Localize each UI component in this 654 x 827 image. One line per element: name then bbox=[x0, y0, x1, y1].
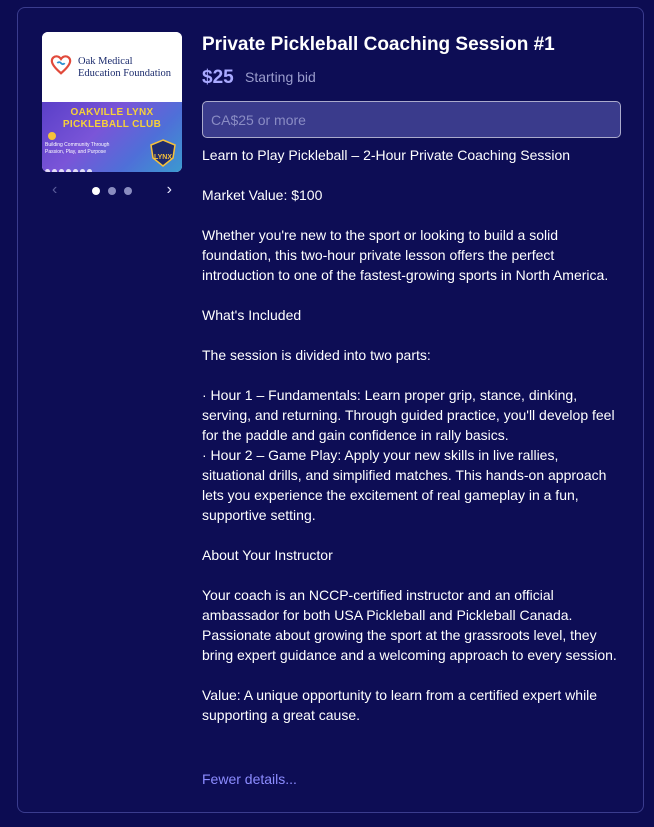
image-carousel-controls bbox=[42, 180, 182, 202]
starting-bid-price: $25 bbox=[202, 67, 234, 88]
item-title: Private Pickleball Coaching Session #1 bbox=[202, 34, 555, 55]
item-description bbox=[202, 145, 624, 725]
club-name-line2: PICKLEBALL CLUB bbox=[62, 119, 162, 130]
club-name-line1: OAKVILLE LYNX bbox=[70, 107, 154, 118]
club-tagline-line1: Building Community Through bbox=[45, 142, 110, 148]
club-banner-panel bbox=[42, 102, 182, 172]
sponsor-logos-row bbox=[45, 161, 94, 169]
value-statement: Value: A unique opportunity to learn from a certified expert while supporting a great cause. bbox=[202, 687, 598, 723]
carousel-dot-3[interactable] bbox=[124, 187, 132, 195]
foundation-logo-panel bbox=[42, 32, 182, 102]
club-tagline-line2: Passion, Play, and Purpose bbox=[45, 149, 107, 155]
fewer-details-link[interactable]: Fewer details... bbox=[202, 771, 297, 787]
chevron-left-icon[interactable]: ‹ bbox=[52, 181, 58, 198]
carousel-dot-1[interactable] bbox=[92, 187, 100, 195]
sun-icon bbox=[48, 132, 56, 140]
bid-amount-input[interactable] bbox=[202, 101, 621, 138]
heart-logo-icon bbox=[50, 54, 72, 76]
description-headline: Learn to Play Pickleball – 2-Hour Private Coaching Session bbox=[202, 147, 571, 163]
lynx-badge-text: LYNX bbox=[153, 154, 173, 161]
foundation-name-line2: Education Foundation bbox=[78, 68, 172, 79]
session-parts-intro: The session is divided into two parts: bbox=[202, 347, 431, 363]
description-intro: Whether you're new to the sport or looking to build a solid foundation, this two-hour private lesson offers the perfect introduction to one of the fastest-growing sports in North America. bbox=[202, 227, 609, 283]
session-hour-1: · Hour 1 – Fundamentals: Learn proper grip, stance, dinking, serving, and returning. Through guided practice, you'll develop feel for the paddle and gain confidence in rally basics. bbox=[202, 387, 615, 443]
section-heading-included: What's Included bbox=[202, 307, 302, 323]
market-value: Market Value: $100 bbox=[202, 187, 323, 203]
carousel-dot-2[interactable] bbox=[108, 187, 116, 195]
chevron-right-icon[interactable]: › bbox=[166, 181, 172, 198]
item-image[interactable] bbox=[42, 32, 182, 172]
section-heading-instructor: About Your Instructor bbox=[202, 547, 333, 563]
starting-bid-label: Starting bid bbox=[245, 69, 316, 85]
lynx-badge-icon bbox=[148, 138, 178, 168]
foundation-name-line1: Oak Medical bbox=[78, 56, 133, 67]
session-hour-2: · Hour 2 – Game Play: Apply your new skills in live rallies, situational drills, and simplified matches. This hands-on approach lets you experience the excitement of real gameplay in a fun, supportive setting. bbox=[202, 447, 607, 523]
instructor-bio: Your coach is an NCCP-certified instructor and an official ambassador for both USA Pickleball and Pickleball Canada. Passionate about growing the sport at the grassroots level, they bring expert guidance and a welcoming approach to every session. bbox=[202, 587, 617, 663]
